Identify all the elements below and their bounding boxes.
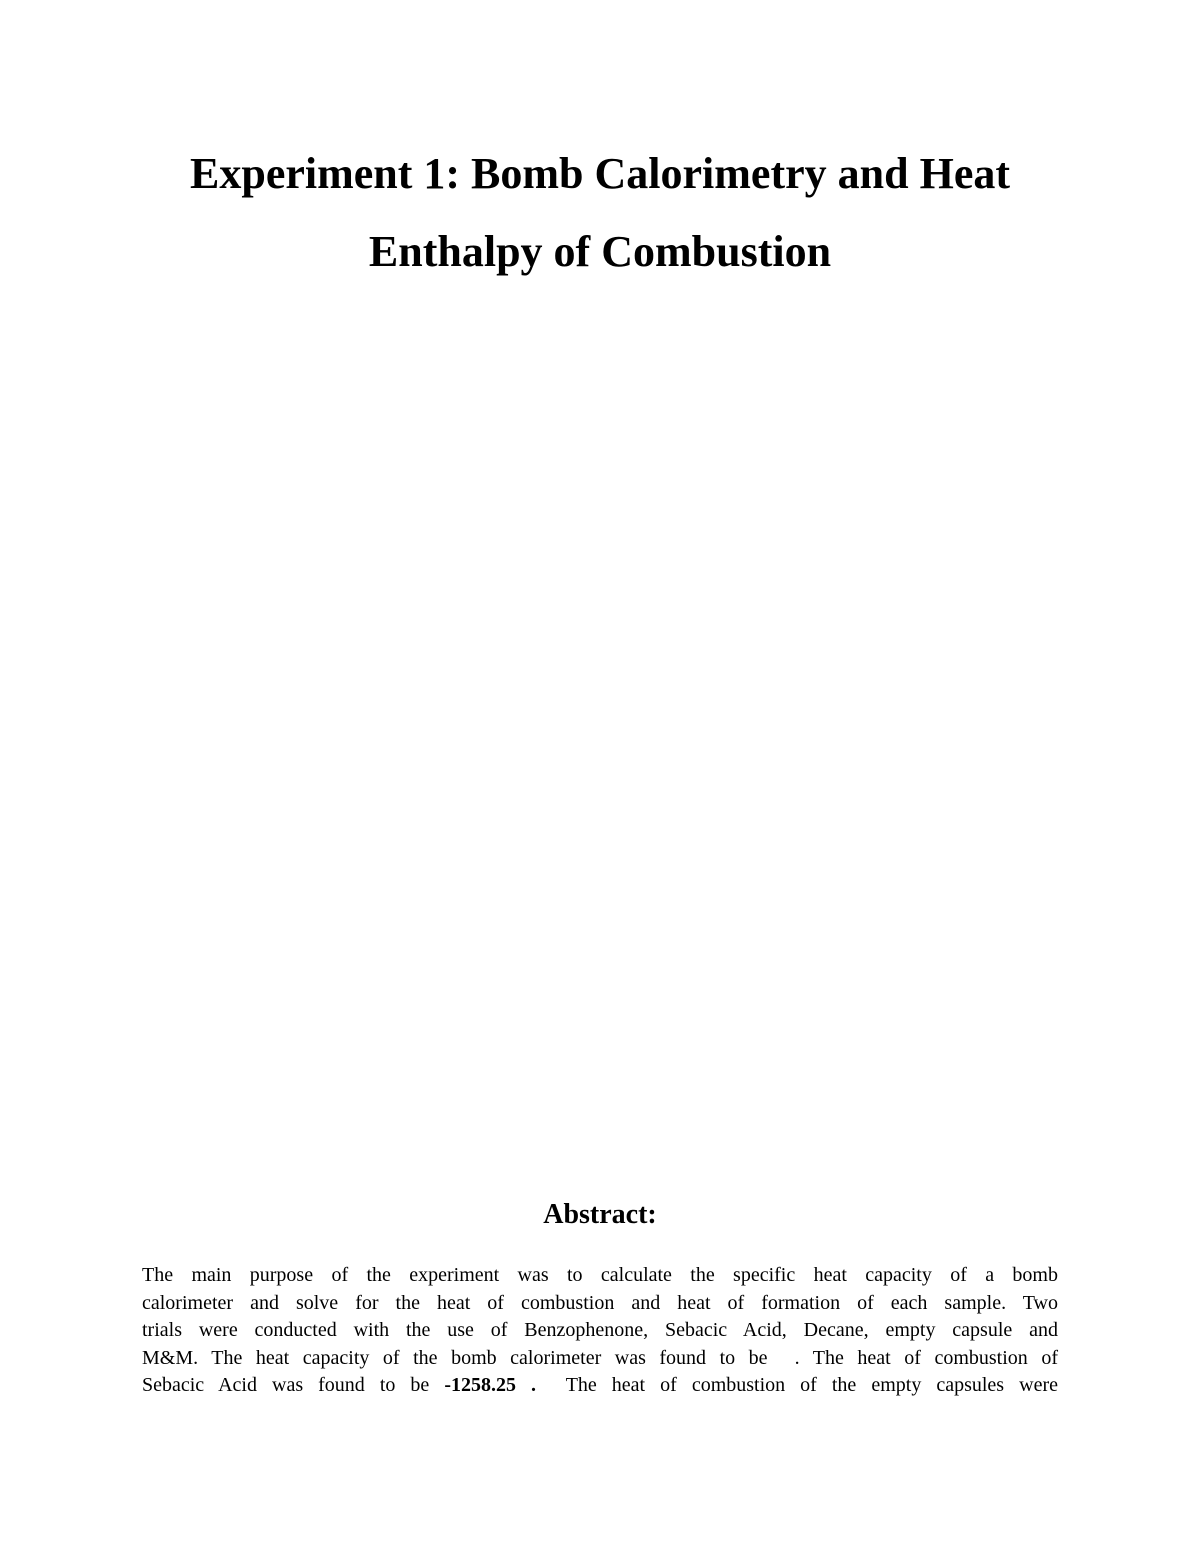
document-title-line-2: Enthalpy of Combustion bbox=[368, 227, 832, 276]
abstract-line-2: calorimeter and solve for the heat of combustion and heat of formation of each sample. Two bbox=[142, 1291, 1058, 1314]
abstract-line-4: M&M. The heat capacity of the bomb calorimeter was found to be . The heat of combustion of bbox=[142, 1346, 1058, 1369]
abstract-line-5-end: The heat of combustion of the empty capsules were bbox=[536, 1374, 1058, 1396]
document-title-line-1: Experiment 1: Bomb Calorimetry and Heat bbox=[190, 149, 1010, 198]
abstract-line-5-start: Sebacic Acid was found to be bbox=[142, 1374, 445, 1396]
abstract-line-3: trials were conducted with the use of Benzophenone, Sebacic Acid, Decane, empty capsule and bbox=[142, 1319, 1058, 1341]
abstract-line-1: The main purpose of the experiment was to calculate the specific heat capacity of a bomb bbox=[142, 1264, 1058, 1286]
abstract-paragraph bbox=[142, 1262, 1058, 1400]
sebacic-acid-combustion-value: -1258.25 . bbox=[444, 1374, 536, 1396]
abstract-heading: Abstract: bbox=[543, 1199, 657, 1230]
abstract-line-5 bbox=[142, 1372, 1058, 1400]
